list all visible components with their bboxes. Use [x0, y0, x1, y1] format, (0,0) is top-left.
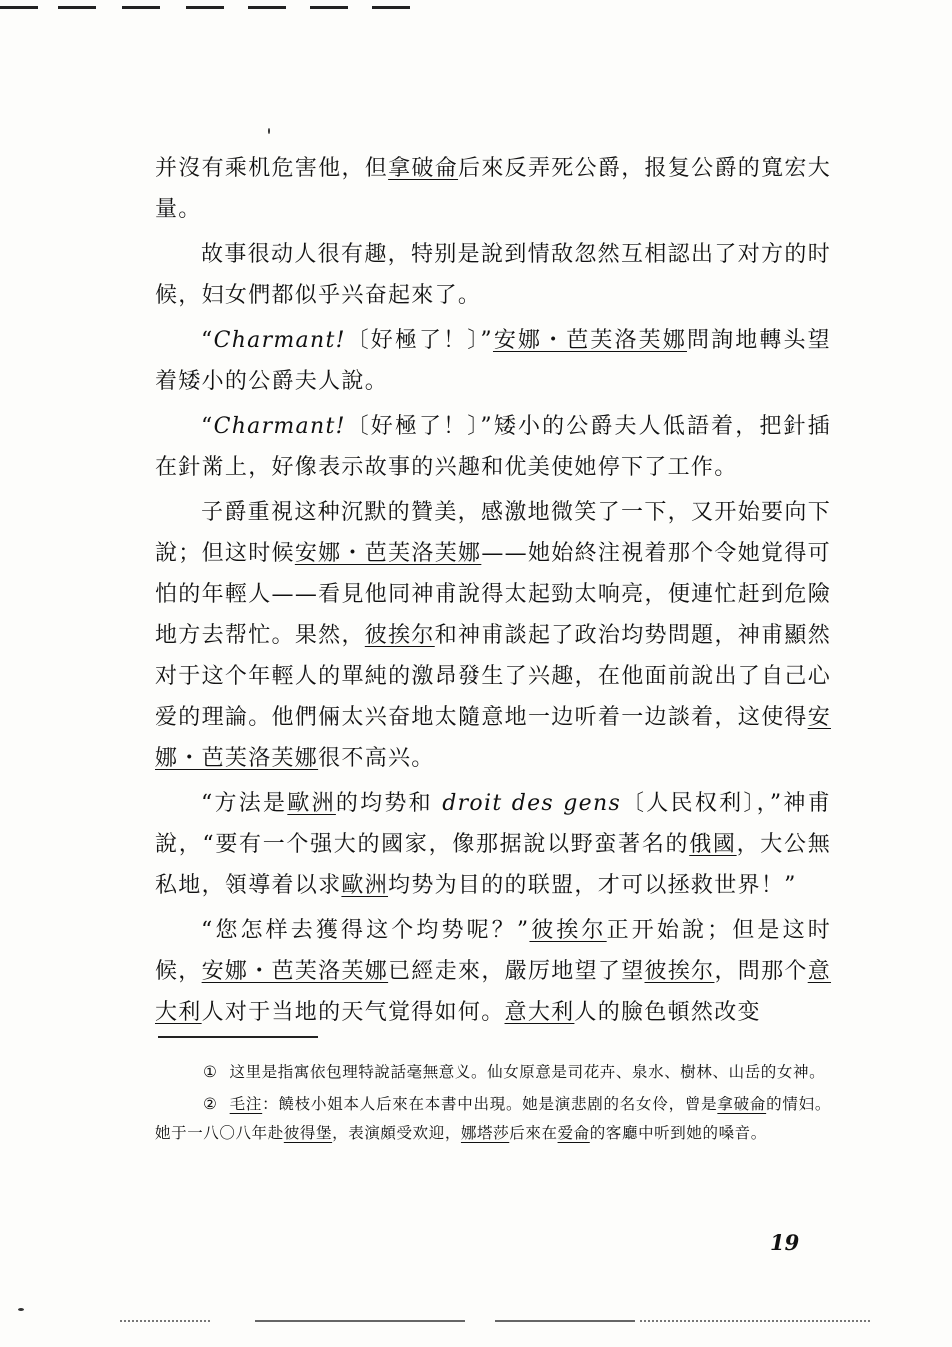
underlined-name: 俄國 [689, 832, 737, 857]
text-run: 〔好極了！〕” [345, 328, 493, 353]
text-run: “ [201, 414, 214, 439]
text-run: ：饒枝小姐本人后來在本書中出現。她是演悲剧的名女伶，曾是 [262, 1095, 718, 1113]
text-run: 故事很动人很有趣，特别是說到情敌忽然互相認出了对方的时候，妇女們都似乎兴奋起來了。 [155, 242, 831, 308]
footnotes [155, 1058, 831, 1151]
underlined-name: 安娜・芭芙洛芙娜 [294, 541, 482, 566]
footnote [155, 1058, 831, 1087]
underlined-name: 安娜・芭芙洛芙娜 [155, 705, 831, 771]
text-run: 已經走來，嚴厉地望了望 [388, 959, 645, 984]
text-run: ，問那个 [714, 959, 808, 984]
bottom-scan-edge [255, 1320, 465, 1322]
text-run: 后來在 [509, 1124, 558, 1142]
paragraph [155, 234, 831, 316]
text-run: 很不高兴。 [318, 746, 435, 771]
top-dashed-rule [0, 0, 952, 12]
text-run: 的情妇。她于一八〇八年赴 [155, 1095, 831, 1142]
paragraph [155, 910, 831, 1033]
paragraph [155, 492, 831, 779]
bottom-scan-edge [640, 1320, 870, 1322]
text-run: “方法是 [201, 791, 288, 816]
underlined-name: 拿破侖 [717, 1095, 767, 1113]
text-run: 均势为目的的联盟，才可以拯救世界！” [388, 873, 797, 898]
text-run: 〔人民权利〕，”神甫說，“要有一个强大的國家，像那据說以野蛮著名的 [155, 791, 831, 857]
underlined-name: 毛注 [229, 1095, 263, 1113]
underlined-name: 安娜・芭芙洛芙娜 [492, 328, 687, 353]
text-run: 和神甫談起了政治均势問題，神甫顯然对于这个年輕人的單純的激昂發生了兴趣，在他面前說出了自己心爱的理論。他們倆太兴奋地太隨意地一边听着一边談着，这使得 [155, 623, 831, 730]
footnote [155, 1090, 831, 1148]
paragraph [155, 406, 831, 488]
text-run: ——她始終注視着那个令她覚得可怕的年輕人——看見他同神甫說得太起勁太响亮，便連忙赶到危險地方去帮忙。果然， [155, 541, 831, 648]
bottom-scan-edge [120, 1320, 210, 1322]
text-run: 人的臉色頓然改变 [574, 1000, 761, 1025]
page-number: 19 [770, 1230, 800, 1255]
scan-speck [18, 1308, 24, 1311]
underlined-name: 歐洲 [287, 791, 336, 816]
text-run: ，表演頗受欢迎， [332, 1124, 461, 1142]
text-run: ，大公無私地，領導着以求 [155, 832, 831, 898]
underlined-name: 娜塔莎 [460, 1124, 510, 1142]
text-run: 子爵重視这种沉默的贊美，感激地微笑了一下，又开始要向下說；但这时候 [155, 500, 831, 566]
text-run: 正开始說；但是这时候， [155, 918, 831, 984]
paragraph [155, 148, 831, 230]
scan-speck [268, 128, 270, 134]
text-run: 的客廳中听到她的嗓音。 [589, 1124, 767, 1142]
foreign-phrase: Charmant! [213, 328, 346, 353]
underlined-name: 安娜・芭芙洛芙娜 [201, 959, 389, 984]
text-run: 問詢地轉头望着矮小的公爵夫人說。 [155, 328, 831, 394]
body-text [155, 148, 831, 1037]
text-run: “您怎样去獲得这个均势呢？” [201, 918, 530, 943]
foreign-phrase: droit des gens [442, 791, 622, 816]
underlined-name: 意大利 [155, 959, 832, 1025]
text-run: “ [201, 328, 214, 353]
underlined-name: 爱侖 [557, 1124, 590, 1142]
underlined-name: 彼挨尔 [364, 623, 435, 648]
bottom-scan-edge [495, 1320, 635, 1322]
footnote-rule [158, 1036, 318, 1038]
footnote-marker: ① [203, 1063, 218, 1081]
paragraph [155, 320, 831, 402]
paragraph [155, 783, 831, 906]
text-run: 并沒有乘机危害他，但 [155, 156, 389, 181]
footnote-marker: ② [203, 1095, 218, 1113]
underlined-name: 彼挨尔 [529, 918, 607, 943]
text-run: 的均势和 [335, 791, 443, 816]
underlined-name: 歐洲 [341, 873, 389, 898]
underlined-name: 彼挨尔 [644, 959, 715, 984]
text-run: 〔好極了！〕”矮小的公爵夫人低語着，把針插在針黹上，好像表示故事的兴趣和优美使她停下了工作。 [155, 414, 831, 480]
text-run: 人对于当地的天气覚得如何。 [201, 1000, 505, 1025]
underlined-name: 彼得堡 [283, 1124, 333, 1142]
foreign-phrase: Charmant! [213, 414, 346, 439]
underlined-name: 拿破侖 [388, 156, 459, 181]
text-run: 后來反弄死公爵，报复公爵的寬宏大量。 [155, 156, 831, 222]
text-run: 这里是指寓依包理特說話毫無意义。仙女原意是司花卉、泉水、樹林、山岳的女神。 [229, 1063, 826, 1081]
underlined-name: 意大利 [504, 1000, 575, 1025]
